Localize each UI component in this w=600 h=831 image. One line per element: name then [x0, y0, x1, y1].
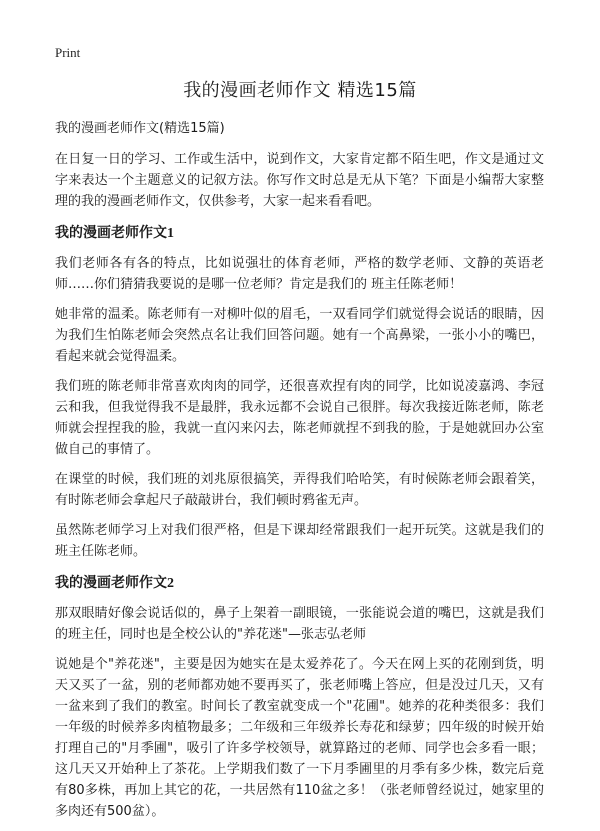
section-1-paragraph-4: 在课堂的时候，我们班的刘兆原很搞笑，弄得我们哈哈笑，有时候陈老师会跟着笑，有时陈老师会拿起尺子敲敲讲台，我们顿时鸦雀无声。 [55, 472, 544, 508]
intro-paragraph: 在日复一日的学习、工作或生活中，说到作文，大家肯定都不陌生吧，作文是通过文字来表达一个主题意义的记叙方法。你写作文时总是无从下笔？下面是小编帮大家整理的我的漫画老师作文，仅供参考，大家一起来看看吧。 [55, 152, 544, 209]
section-1-paragraph-3: 我们班的陈老师非常喜欢肉肉的同学，还很喜欢捏有肉的同学，比如说凌嘉鸿、李冠云和我，但我觉得我不是最胖，我永远都不会说自己很胖。每次我接近陈老师，陈老师就会捏捏我的脸，我就一直闪来闪去，陈老师就捏不到我的脸，于是她就回办公室做自己的事情了。 [55, 379, 544, 457]
print-link[interactable]: Print [55, 45, 81, 60]
section-1-paragraph-2: 她非常的温柔。陈老师有一对柳叶似的眉毛，一双看同学们就觉得会说话的眼睛，因为我们生怕陈老师会突然点名让我们回答问题。她有一个高鼻梁，一张小小的嘴巴，看起来就会觉得温柔。 [55, 307, 544, 364]
section-1-paragraph-5: 虽然陈老师学习上对我们很严格，但是下课却经常跟我们一起开玩笑。这就是我们的班主任陈老师。 [55, 523, 544, 559]
article-body [55, 118, 544, 831]
section-heading-1: 我的漫画老师作文1 [55, 226, 174, 241]
section-heading-2: 我的漫画老师作文2 [55, 576, 174, 591]
article-subtitle: 我的漫画老师作文(精选15篇) [55, 121, 225, 136]
section-2-paragraph-1: 那双眼睛好像会说话似的，鼻子上架着一副眼镜，一张能说会道的嘴巴，这就是我们的班主任，同时也是全校公认的"养花迷"—张志弘老师 [55, 606, 544, 642]
section-1-paragraph-1: 我们老师各有各的特点，比如说强壮的体育老师，严格的数学老师、文静的英语老师……你们猜猜我要说的是哪一位老师？肯定是我们的 班主任陈老师！ [55, 256, 544, 292]
section-2-paragraph-2: 说她是个"养花迷"，主要是因为她实在是太爱养花了。今天在网上买的花刚到货，明天又买了一盆，别的老师都劝她不要再买了，张老师嘴上答应，但是没过几天，又有一盆来到了我们的教室。时间长了教室就变成一个"花圃"。她养的花种类很多：我们一年级的时候养多肉植物最多；二年级和三年级养长寿花和绿萝；四年级的时候开始打理自己的"月季圃"，吸引了许多学校领导，就算路过的老师、同学也会多看一眼；这几天又开始种上了茶花。上学期我们数了一下月季圃里的月季有多少株，数完后竟有80多株，再加上其它的花，一共居然有110盆之多！（张老师曾经说过，她家里的多肉还有500盆）。 [55, 657, 544, 819]
document-title: 我的漫画老师作文 精选15篇 [183, 80, 417, 101]
